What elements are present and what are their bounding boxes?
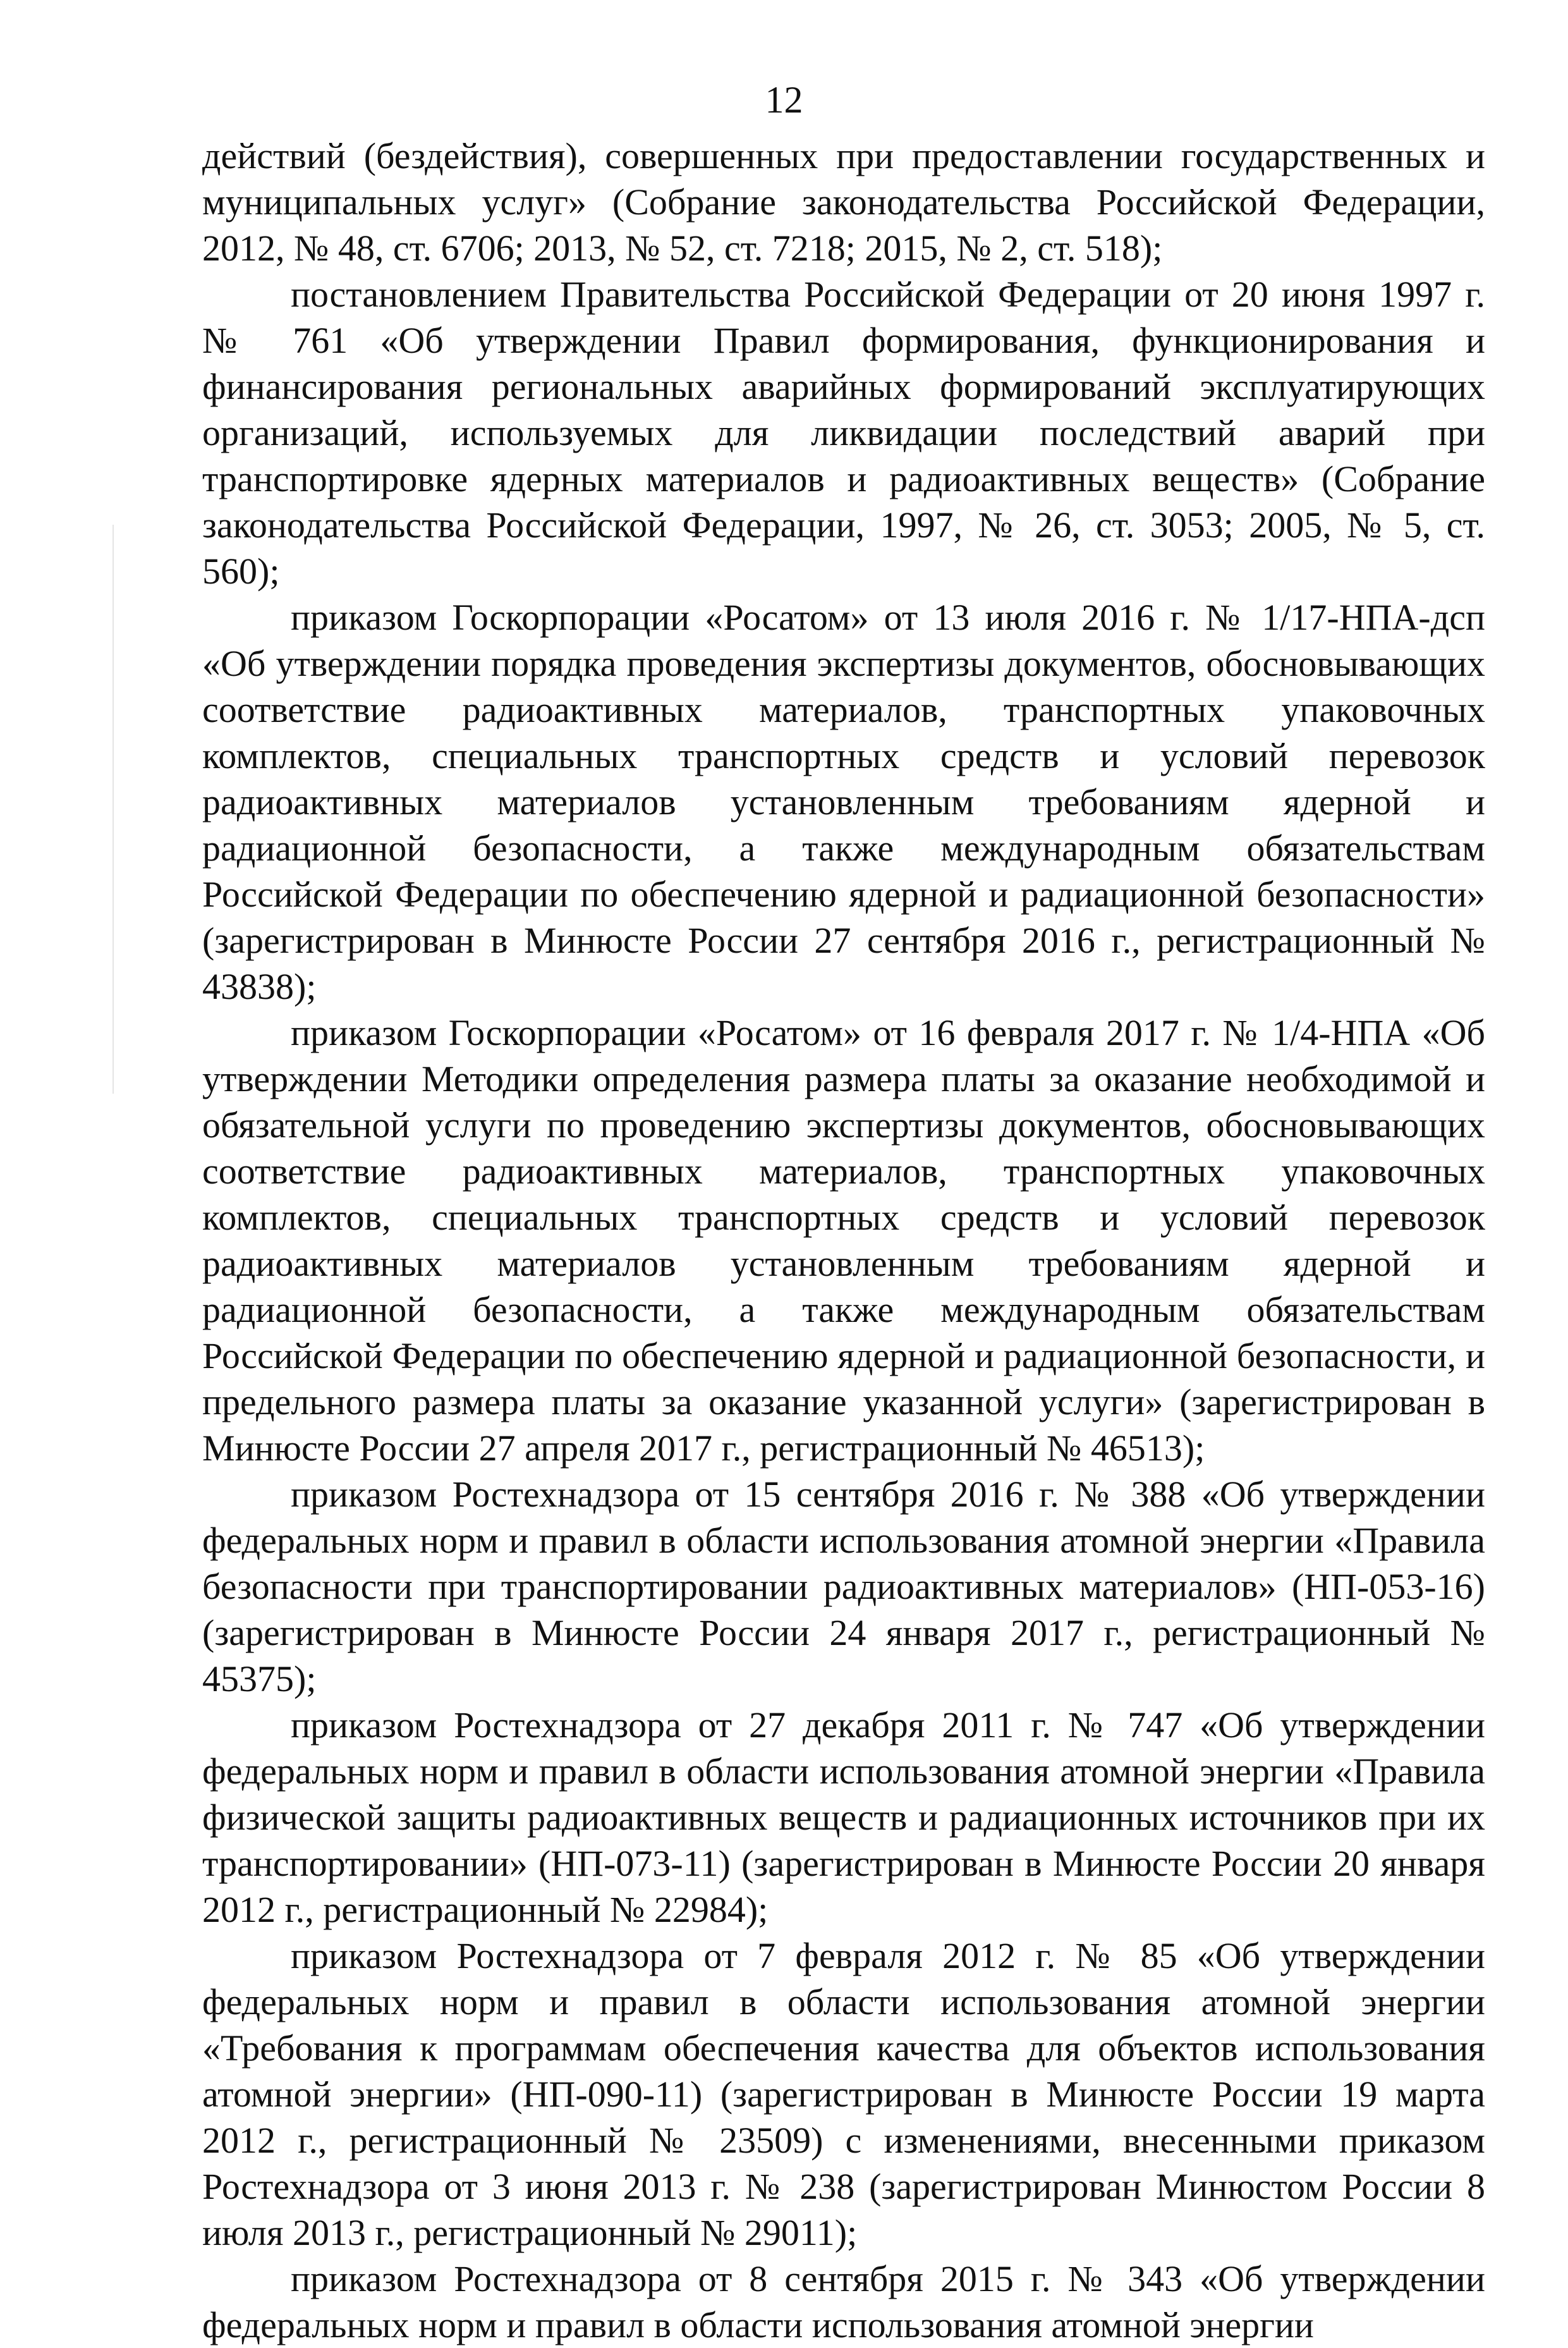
paragraph-rosatom-order-1-17: приказом Госкорпорации «Росатом» от 13 июля 2016 г. № 1/17-НПА-дсп «Об утверждении порядка проведения экспертизы документов, обосновывающих соответствие радиоактивных материалов, транспортных упаковочных комплектов, специальных транспортных средств и условий перевозок радиоактивных материалов установленным требованиям ядерной и радиационной безопасности, а также международным обязательствам Российской Федерации по обеспечению ядерной и радиационной безопасности» (зарегистрирован в Минюсте России 27 сентября 2016 г., регистрационный № 43838); <box>202 597 1485 1007</box>
paragraph-rosatom-order-1-4: приказом Госкорпорации «Росатом» от 16 февраля 2017 г. № 1/4-НПА «Об утверждении Методики определения размера платы за оказание необходимой и обязательной услуги по проведению экспертизы документов, обосновывающих соответствие радиоактивных материалов, транспортных упаковочных комплектов, специальных транспортных средств и условий перевозок радиоактивных материалов установленным требованиям ядерной и радиационной безопасности, а также международным обязательствам Российской Федерации по обеспечению ядерной и радиационной безопасности, и предельного размера платы за оказание указанной услуги» (зарегистрирован в Минюсте России 27 апреля 2017 г., регистрационный № 46513); <box>202 1012 1485 1469</box>
paragraph-rostekhnadzor-order-343: приказом Ростехнадзора от 8 сентября 2015 г. № 343 «Об утверждении федеральных норм и правил в области использования атомной энергии <box>202 2258 1485 2345</box>
document-body <box>202 133 1485 2348</box>
paragraph-rostekhnadzor-order-388: приказом Ростехнадзора от 15 сентября 2016 г. № 388 «Об утверждении федеральных норм и правил в области использования атомной энергии «Правила безопасности при транспортировании радиоактивных материалов» (НП-053-16) (зарегистрирован в Минюсте России 24 января 2017 г., регистрационный № 45375); <box>202 1474 1485 1699</box>
paragraph-rostekhnadzor-order-747: приказом Ростехнадзора от 27 декабря 2011 г. № 747 «Об утверждении федеральных норм и правил в области использования атомной энергии «Правила физической защиты радиоактивных веществ и радиационных источников при их транспортировании» (НП-073-11) (зарегистрирован в Минюсте России 20 января 2012 г., регистрационный № 22984); <box>202 1704 1485 1930</box>
page-number: 12 <box>765 79 803 121</box>
paragraph-rostekhnadzor-order-85: приказом Ростехнадзора от 7 февраля 2012 г. № 85 «Об утверждении федеральных норм и правил в области использования атомной энергии «Требования к программам обеспечения качества для объектов использования атомной энергии» (НП-090-11) (зарегистрирован в Минюсте России 19 марта 2012 г., регистрационный № 23509) с изменениями, внесенными приказом Ростехнадзора от 3 июня 2013 г. № 238 (зарегистрирован Минюстом России 8 июля 2013 г., регистрационный № 29011); <box>202 1935 1485 2253</box>
scan-margin-shadow <box>112 525 114 1094</box>
paragraph-continuation: действий (бездействия), совершенных при предоставлении государственных и муниципальных услуг» (Собрание законодательства Российской Федерации, 2012, № 48, ст. 6706; 2013, № 52, ст. 7218; 2015, № 2, ст. 518); <box>202 135 1485 269</box>
paragraph-government-decree-761: постановлением Правительства Российской Федерации от 20 июня 1997 г. № 761 «Об утверждении Правил формирования, функционирования и финансирования региональных аварийных формирований эксплуатирующих организаций, используемых для ликвидации последствий аварий при транспортировке ядерных материалов и радиоактивных веществ» (Собрание законодательства Российской Федерации, 1997, № 26, ст. 3053; 2005, № 5, ст. 560); <box>202 274 1485 592</box>
